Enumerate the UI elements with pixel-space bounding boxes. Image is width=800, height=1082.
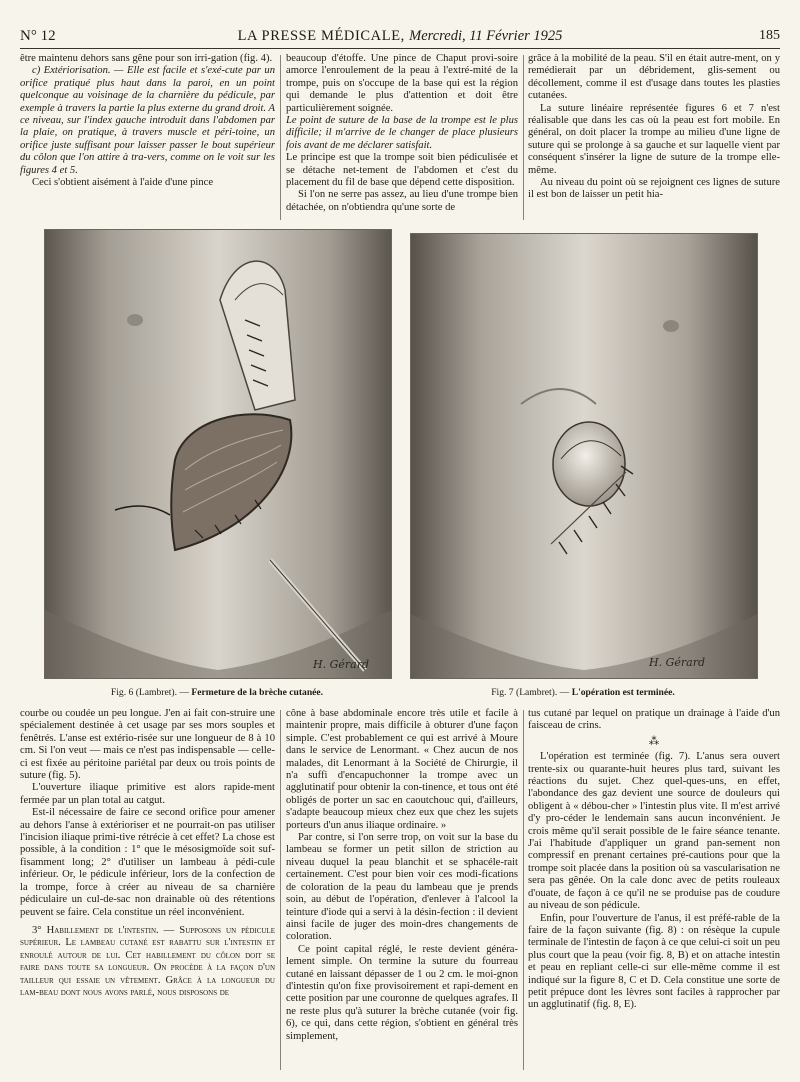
figure-7-caption [410,687,756,698]
header-rule [20,48,780,49]
paragraph: Ce point capital réglé, le reste devient généra-lement simple. On termine la suture du fourreau cutané en laissant dépasser de 1 ou 2 cm. le moi-gnon d'intestin qu'on fixe provisoirement et rapi-dement en cette position par une couronne de quelques agrafes. Il ne reste plus qu'à suturer la brèche cutanée (voir fig. 6), ce qui, dans cette région, s'obtient en général très simplement, [286,943,518,1042]
journal-title-line [20,28,780,45]
paragraph: Au niveau du point où se rejoignent ces lignes de suture il est bon de laisser un petit hia- [528,177,780,201]
paragraph: Par contre, si l'on serre trop, on voit sur la base du lambeau se former un petit sillon de striction au niveau duquel la peau blanchit et se sphacéle-rait certainement. C'est pour bien voir ces modi-fications de coloration de la peau du lambeau que je prends soin, au début de l'opération, d'enlever à l'alcool la teinture d'iode qui a servi à la désin-fection : il devient ainsi facile de juger des moin-dres changements de coloration. [286,832,518,943]
bottom-column-3 [528,708,780,1073]
paragraph: courbe ou coudée un peu longue. J'en ai fait con-struire une spécialement destinée à cet usage par ses mors souples et fenêtrés. L'anse est extério-risée sur une longueur de 8 à 10 cm. Si l'on veut — mais ce n'est pas indispensable — celle-ci est fixée au péritoine pariétal par deux ou trois points de suture (fig. 5). [20,708,275,782]
figure-7-drawing [411,234,757,678]
running-header [20,28,780,48]
paragraph: Le principe est que la trompe soit bien pédiculisée et se détache net-tement de l'abdomen et c'est du placement du fil de base que dépend cette disposition. [286,152,518,189]
column-rule [523,710,524,1070]
figure-6-drawing [45,230,391,678]
paragraph: grâce à la mobilité de la peau. S'il en était autre-ment, on y remédierait par un débridement, glis-sement ou décollement, comme il est d'usage dans toutes les plasties cutanées. [528,53,780,102]
figure-6-caption [44,687,390,698]
issue-number: N° 12 [20,28,56,44]
paragraph: Est-il nécessaire de faire ce second orifice pour amener au dehors l'anse à extérioriser et ne pourrait-on pas utiliser l'incision iliaque primi-tive rétrécie à cet effet? La chose est possible, à la condition : 1° que le mésosigmoïde soit suf-fisamment long; 2° d'utiliser un lambeau à pédi-cule inférieur. Or, le pédicule inférieur, lors de la confection de la trompe, force à créer au niveau de sa charnière pédiculaire un cul-de-sac non drainable où des rétentions peuvent se faire. Cela constitue un réel inconvénient. [20,807,275,918]
artist-signature: H. Gérard [649,656,705,669]
caption-text: Fermeture de la brèche cutanée. [191,687,324,698]
paragraph: beaucoup d'étoffe. Une pince de Chaput provi-soire amorce l'enroulement de la peau à l'extré-mité de la trompe, puis on s'occupe de la base qui est la région qui demande le plus d'attention et doit être particulièrement soignée. [286,53,518,114]
issue-date: Mercredi, 11 Février 1925 [409,28,563,44]
column-rule [280,710,281,1070]
bottom-column-2 [286,708,518,1073]
caption-lead: Fig. 6 (Lambret). — [110,687,189,698]
top-column-3 [528,53,780,225]
column-rule [280,55,281,220]
caption-text: L'opération est terminée. [571,687,675,698]
figure-6-illustration [44,229,392,679]
paragraph: L'ouverture iliaque primitive est alors rapide-ment fermée par un plan total au catgut. [20,782,275,806]
paragraph: être maintenu dehors sans gêne pour son irri-gation (fig. 4). [20,53,273,64]
caption-lead: Fig. 7 (Lambret). — [491,687,570,698]
figure-7-illustration [410,233,758,679]
page-number: 185 [759,28,780,43]
paragraph: cône à base abdominale encore très utile et facile à maintenir propre, mais difficile à obturer d'une façon simple. C'est probablement ce qui est arrivé à Moure dans le service de Lenormant. « Chez aucun de nos malades, dit Lenormant à la Société de Chirurgie, il n'a suffi d'encapuchonner la trompe avec un agglutinatif pour obtenir la con-tinence, et tous ont été obligés de porter un sac en caoutchouc qui, d'ailleurs, s'adapte beaucoup mieux chez eux que chez les sujets porteurs d'un anus iliaque ordinaire. » [286,708,518,831]
paragraph: Enfin, pour l'ouverture de l'anus, il est préfé-rable de la faire de la façon suivante (fig. 8) : on résèque la cupule terminale de l'intestin de façon à ce que celui-ci soit un peu plus court que la peau (voir fig. 8, B) et on attache intestin et peau en repliant celle-ci sur elle-même comme il est indiqué sur la figure 8, C et D. Cela constitue une sorte de petit prépuce dont les lèvres sont faciles à rapprocher par un agglutinatif (fig. 8, E). [528,912,780,1011]
paragraph: Si l'on ne serre pas assez, au lieu d'une trompe bien détachée, on n'obtiendra qu'une sorte de [286,189,518,213]
section-asterism: ⁂ [648,735,660,747]
section-paragraph: 3° Habillement de l'intestin. — Supposons un pédicule supérieur. Le lambeau cutané est rabattu sur l'intestin et enroulé autour de lui. Cet habillement du côlon doit se faire dans toute sa longueur. On procède à la façon d'un tailleur qui essaie un vêtement. Grâce à la longueur du lam-beau dont nous avons parlé, nous disposons de [20,924,275,998]
column-rule [523,55,524,220]
journal-title: LA PRESSE MÉDICALE, [237,28,405,44]
paragraph: c) Extériorisation. — Elle est facile et s'exé-cute par un orifice pratiqué plus haut dans la paroi, en un point quelconque au voisinage de la charnière du pédicule, par exemple à travers la partie la plus externe du grand droit. A ce niveau, sur l'index gauche introduit dans l'abdomen par la plaie, on pratique, à travers muscle et péri-toine, un orifice juste suffisant pour laisser passer le bout supérieur du côlon que l'on attire à tra-vers, comme on le voit sur les figures 4 et 5. [20,65,275,176]
artist-signature: H. Gérard [313,658,369,671]
paragraph: tus cutané par lequel on pratique un drainage à l'aide d'un faisceau de crins. [528,708,780,732]
top-column-2 [286,53,518,225]
paragraph: La suture linéaire représentée figures 6 et 7 n'est réalisable que dans les cas où la peau est fort mobile. En général, on doit placer la trompe au milieu d'une ligne de suture qui se prolonge à sa gauche et sur laquelle vient par conséquent s'insérer la ligne de suture de la trompe elle-même. [528,102,780,176]
paragraph: L'opération est terminée (fig. 7). L'anus sera ouvert trente-six ou quarante-huit heures plus tard, suivant les réactions du sujet. Chez quel-ques-uns, en effet, l'abondance des gaz devient une source de douleurs qui obligent à « débou-cher » l'intestin plus vite. Il m'est arrivé d'y pro-céder le lendemain sans aucun inconvénient. Je crois même qu'il serait possible de le faire séance tenante. J'ai l'habitude d'appliquer un grand pan-sement non compressif en prenant certaines pré-cautions pour que la trompe soit placée dans la position où sa vascularisation ne sera pas gênée. On la cale donc avec de petits rouleaux d'ouate, de façon à ce qu'il ne se produise pas de coudure au niveau de son pédicule. [528,751,780,912]
bottom-column-1 [20,708,275,1073]
paragraph: Ceci s'obtient aisément à l'aide d'une pince [32,177,214,189]
top-column-1 [20,53,275,225]
paragraph: Le point de suture de la base de la trompe est le plus difficile; il m'arrive de le changer de place plusieurs fois avant de me déclarer satisfait. [286,115,518,151]
